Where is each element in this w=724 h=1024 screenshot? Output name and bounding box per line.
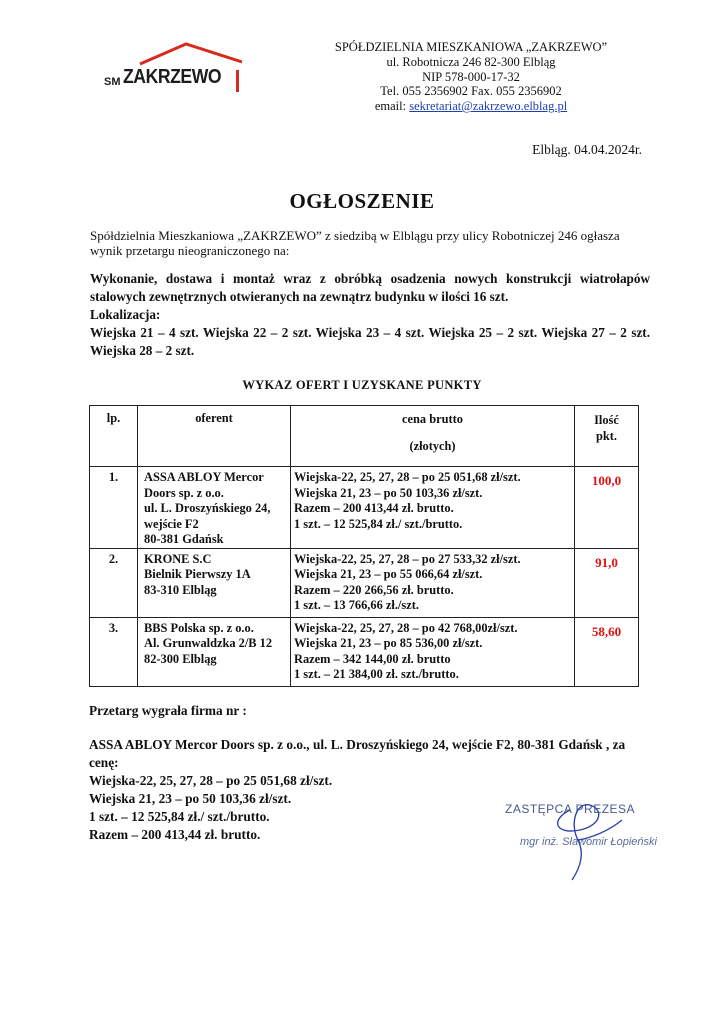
cena-line: Razem – 200 413,44 zł. brutto. — [294, 501, 454, 515]
cell-oferent — [138, 548, 291, 617]
location-label: Lokalizacja: — [90, 307, 161, 322]
winner-line: ASSA ABLOY Mercor Doors sp. z o.o., ul. L. Droszyńskiego 24, wejście F2, 80-381 Gdańsk , za cenę: — [89, 737, 626, 770]
header-cena-unit: (złotych) — [409, 439, 456, 453]
cena-line: 1 szt. – 13 766,66 zł./szt. — [294, 598, 419, 612]
cena-line: 1 szt. – 21 384,00 zł. szt./brutto. — [294, 667, 459, 681]
email-link[interactable]: sekretariat@zakrzewo.elblag.pl — [409, 99, 568, 114]
offers-table — [89, 405, 639, 687]
cell-points: 100,0 — [575, 467, 639, 549]
cena-line: 1 szt. – 12 525,84 zł./ szt./brutto. — [294, 516, 463, 531]
table-header-row — [90, 406, 639, 467]
document-date: Elbląg. 04.04.2024r. — [532, 142, 642, 157]
winner-line: 1 szt. – 12 525,84 zł./ szt./brutto. — [89, 809, 270, 824]
table-row — [90, 617, 639, 686]
winner-label: Przetarg wygrała firma nr : — [89, 703, 247, 718]
cell-points: 58,60 — [575, 617, 639, 686]
oferent-line: ul. L. Droszyńskiego 24, — [144, 501, 271, 515]
cena-line: Wiejska 21, 23 – po 55 066,64 zł/szt. — [294, 567, 483, 581]
cell-lp: 2. — [90, 548, 138, 617]
winner-line: Wiejska 21, 23 – po 50 103,36 zł/szt. — [89, 791, 292, 806]
email-label: email: — [374, 99, 410, 114]
intro-paragraph: Spółdzielnia Mieszkaniowa „ZAKRZEWO” z siedzibą w Elblągu przy ulicy Robotniczej 246 ogłasza wynik przetargu nieograniczonego na: — [90, 228, 620, 258]
oferent-line: Al. Grunwaldzka 2/B 12 — [144, 636, 273, 650]
logo — [96, 40, 242, 100]
org-phone: Tel. 055 2356902 Fax. 055 2356902 — [380, 84, 562, 99]
org-address: ul. Robotnicza 246 82-300 Elbląg — [386, 54, 556, 69]
cell-lp: 1. — [90, 467, 138, 549]
cena-line: Wiejska 21, 23 – po 50 103,36 zł/szt. — [294, 485, 483, 500]
header-pkt: Ilość pkt. — [575, 406, 639, 467]
signature-stamp: ZASTĘPCA PREZESA — [505, 802, 636, 816]
org-nip: NIP 578-000-17-32 — [422, 69, 520, 84]
oferent-line: wejście F2 — [144, 516, 199, 531]
cena-line: Wiejska 21, 23 – po 85 536,00 zł/szt. — [294, 636, 483, 650]
handwritten-signature — [540, 790, 630, 885]
cena-line: Razem – 220 266,56 zł. brutto. — [294, 582, 454, 597]
signer-name: mgr inż. Sławomir Łopieński — [520, 836, 657, 848]
cena-line: Wiejska-22, 25, 27, 28 – po 25 051,68 zł/szt. — [294, 470, 521, 484]
cena-line: Wiejska-22, 25, 27, 28 – po 27 533,32 zł/szt. — [294, 551, 521, 566]
cena-line: Razem – 342 144,00 zł. brutto — [294, 651, 451, 666]
section-title: WYKAZ OFERT I UZYSKANE PUNKTY — [242, 378, 482, 392]
cell-lp: 3. — [90, 617, 138, 686]
oferent-line: KRONE S.C — [144, 551, 212, 566]
location-list: Wiejska 21 – 4 szt. Wiejska 22 – 2 szt. Wiejska 23 – 4 szt. Wiejska 25 – 2 szt. Wiejska 27 – 2 szt. Wiejska 28 – 2 szt. — [90, 325, 650, 358]
table-row — [90, 467, 639, 549]
oferent-line: ASSA ABLOY Mercor — [144, 470, 264, 484]
org-name: SPÓŁDZIELNIA MIESZKANIOWA „ZAKRZEWO” — [334, 40, 608, 54]
table-row — [90, 548, 639, 617]
oferent-line: Bielnik Pierwszy 1A — [144, 567, 251, 581]
cell-cena — [291, 467, 575, 549]
cell-points: 91,0 — [575, 548, 639, 617]
cell-cena — [291, 548, 575, 617]
org-email-line — [296, 99, 646, 114]
oferent-line: 80-381 Gdańsk — [144, 532, 224, 546]
winner-line: Wiejska-22, 25, 27, 28 – po 25 051,68 zł/szt. — [89, 773, 333, 788]
cell-cena — [291, 617, 575, 686]
scope-work: Wykonanie, dostawa i montaż wraz z obróbką osadzenia nowych konstrukcji wiatrołapów stalowych zewnętrznych otwieranych na zewnątrz budynku w ilości 16 szt. — [90, 271, 650, 304]
winner-line: Razem – 200 413,44 zł. brutto. — [89, 827, 261, 842]
logo-prefix: SM — [104, 76, 121, 88]
letterhead — [296, 40, 646, 114]
header-cena — [291, 406, 575, 467]
cell-oferent — [138, 467, 291, 549]
cena-line: Wiejska-22, 25, 27, 28 – po 42 768,00zł/szt. — [294, 620, 518, 635]
logo-name: ZAKRZEWO — [123, 66, 222, 88]
oferent-line: BBS Polska sp. z o.o. — [144, 620, 254, 635]
oferent-line: 82-300 Elbląg — [144, 651, 217, 666]
oferent-line: Doors sp. z o.o. — [144, 485, 224, 500]
document-title: OGŁOSZENIE — [289, 189, 435, 213]
header-oferent: oferent — [138, 406, 291, 467]
header-lp: lp. — [90, 406, 138, 467]
tender-scope — [90, 270, 650, 360]
header-cena-label: cena brutto — [402, 412, 463, 426]
cell-oferent — [138, 617, 291, 686]
oferent-line: 83-310 Elbląg — [144, 582, 217, 597]
